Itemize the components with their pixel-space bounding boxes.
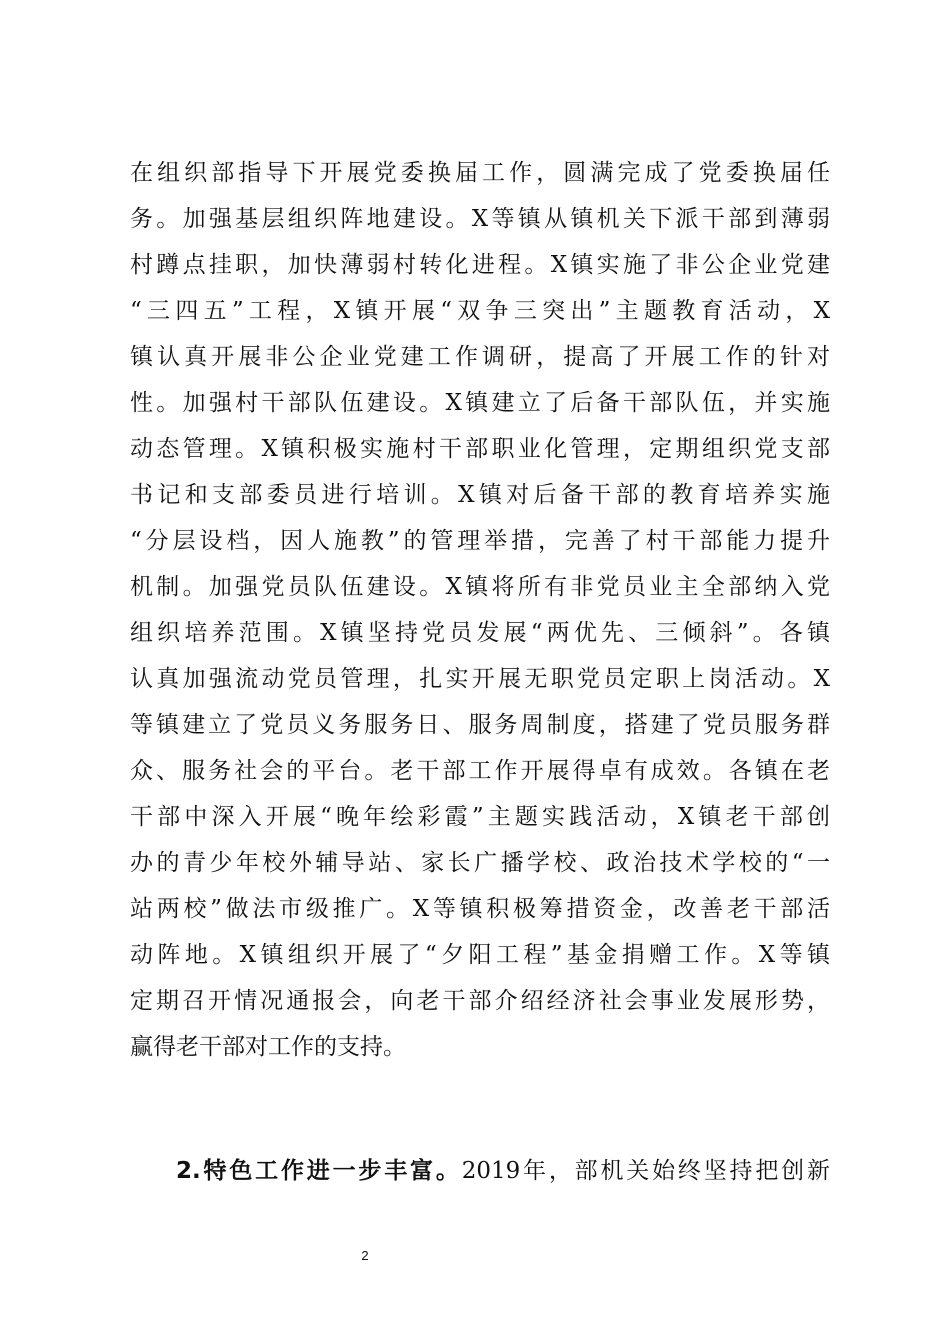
text-line: 组织培养范围。X镇坚持党员发展“两优先、三倾斜”。各镇 (130, 620, 830, 646)
text-line: “三四五”工程，X镇开展“双争三突出”主题教育活动，X (130, 298, 830, 324)
text-line: 赢得老干部对工作的支持。 (130, 1034, 406, 1060)
text-line: 镇认真开展非公企业党建工作调研，提高了开展工作的针对 (130, 344, 830, 370)
section-heading: 2.特色工作进一步丰富。 (176, 1158, 462, 1184)
text-line: “分层设档，因人施教”的管理举措，完善了村干部能力提升 (130, 528, 830, 554)
text-line: 站两校”做法市级推广。X等镇积极筹措资金，改善老干部活 (130, 896, 830, 922)
text-line: 众、服务社会的平台。老干部工作开展得卓有成效。各镇在老 (130, 758, 830, 784)
text-line: 在组织部指导下开展党委换届工作，圆满完成了党委换届任 (130, 160, 830, 186)
text-line: 动态管理。X镇积极实施村干部职业化管理，定期组织党支部 (130, 436, 830, 462)
body-paragraph (130, 150, 830, 1070)
text-line: 书记和支部委员进行培训。X镇对后备干部的教育培养实施 (130, 482, 830, 508)
text-line (130, 1148, 830, 1194)
text-line: 等镇建立了党员义务服务日、服务周制度，搭建了党员服务群 (130, 712, 830, 738)
text-line: 动阵地。X镇组织开展了“夕阳工程”基金捐赠工作。X等镇 (130, 942, 830, 968)
section-paragraph (130, 1148, 830, 1194)
text-line: 办的青少年校外辅导站、家长广播学校、政治技术学校的“一 (130, 850, 830, 876)
text-line: 认真加强流动党员管理，扎实开展无职党员定职上岗活动。X (130, 666, 830, 692)
text-line: 干部中深入开展“晚年绘彩霞”主题实践活动，X镇老干部创 (130, 804, 830, 830)
text-line: 机制。加强党员队伍建设。X镇将所有非党员业主全部纳入党 (130, 574, 830, 600)
page-number: 2 (361, 1248, 369, 1263)
text-line: 村蹲点挂职，加快薄弱村转化进程。X镇实施了非公企业党建 (130, 252, 830, 278)
text-line: 性。加强村干部队伍建设。X镇建立了后备干部队伍，并实施 (130, 390, 830, 416)
text-line: 务。加强基层组织阵地建设。X等镇从镇机关下派干部到薄弱 (130, 206, 830, 232)
text-line: 定期召开情况通报会，向老干部介绍经济社会事业发展形势， (130, 988, 830, 1014)
section-text: 2019年，部机关始终坚持把创新 (461, 1158, 830, 1184)
